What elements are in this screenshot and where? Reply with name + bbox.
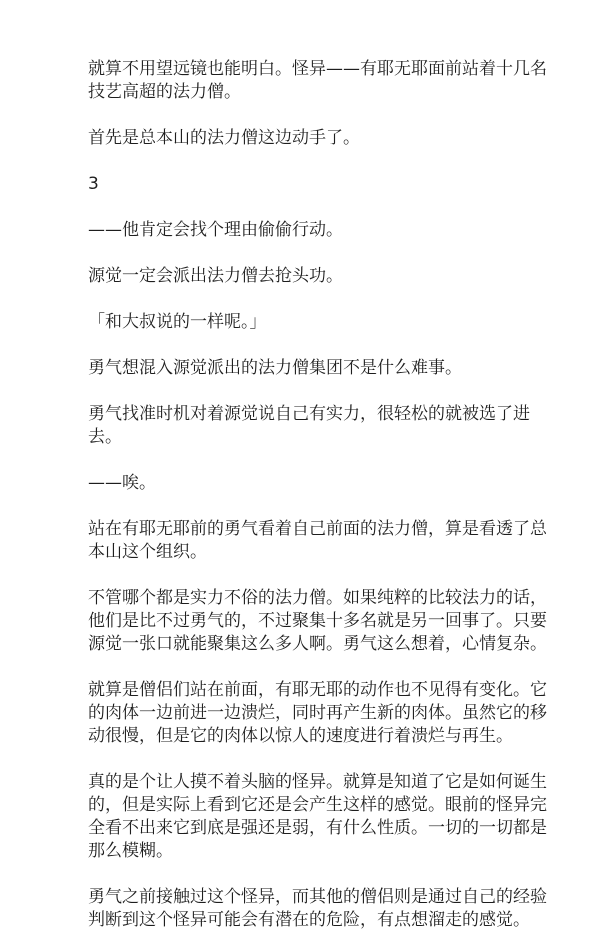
paragraph-1: 就算不用望远镜也能明白。怪异——有耶无耶面前站着十几名技艺高超的法力僧。	[88, 59, 547, 102]
paragraph-10: 就算是僧侣们站在前面，有耶无耶的动作也不见得有变化。它的肉体一边前进一边溃烂，同时再产生新的肉体。虽然它的移动很慢，但是它的肉体以惊人的速度进行着溃烂与再生。	[88, 680, 547, 746]
paragraph-2: 首先是总本山的法力僧这边动手了。	[88, 128, 360, 148]
paragraph-9: 不管哪个都是实力不俗的法力僧。如果纯粹的比较法力的话，他们是比不过勇气的，不过聚集十多名就是另一回事了。只要源觉一张口就能聚集这么多人啊。勇气这么想着，心情复杂。	[88, 588, 547, 654]
dialogue-line: 「和大叔说的一样呢。」	[88, 312, 267, 332]
paragraph-5: 勇气想混入源觉派出的法力僧集团不是什么难事。	[88, 358, 462, 378]
paragraph-8: 站在有耶无耶前的勇气看着自己前面的法力僧，算是看透了总本山这个组织。	[88, 519, 547, 562]
paragraph-6: 勇气找准时机对着源觉说自己有实力，很轻松的就被选了进去。	[88, 404, 530, 447]
section-number: 3	[88, 174, 99, 194]
paragraph-12: 勇气之前接触过这个怪异，而其他的僧侣则是通过自己的经验判断到这个怪异可能会有潜在的危险，有点想溜走的感觉。	[88, 887, 547, 930]
paragraph-4: 源觉一定会派出法力僧去抢头功。	[88, 266, 343, 286]
paragraph-7: ——唉。	[88, 473, 156, 493]
paragraph-11: 真的是个让人摸不着头脑的怪异。就算是知道了它是如何诞生的，但是实际上看到它还是会产生这样的感觉。眼前的怪异完全看不出来它到底是强还是弱，有什么性质。一切的一切都是那么模糊。	[88, 772, 547, 861]
paragraph-3: ——他肯定会找个理由偷偷行动。	[88, 220, 343, 240]
